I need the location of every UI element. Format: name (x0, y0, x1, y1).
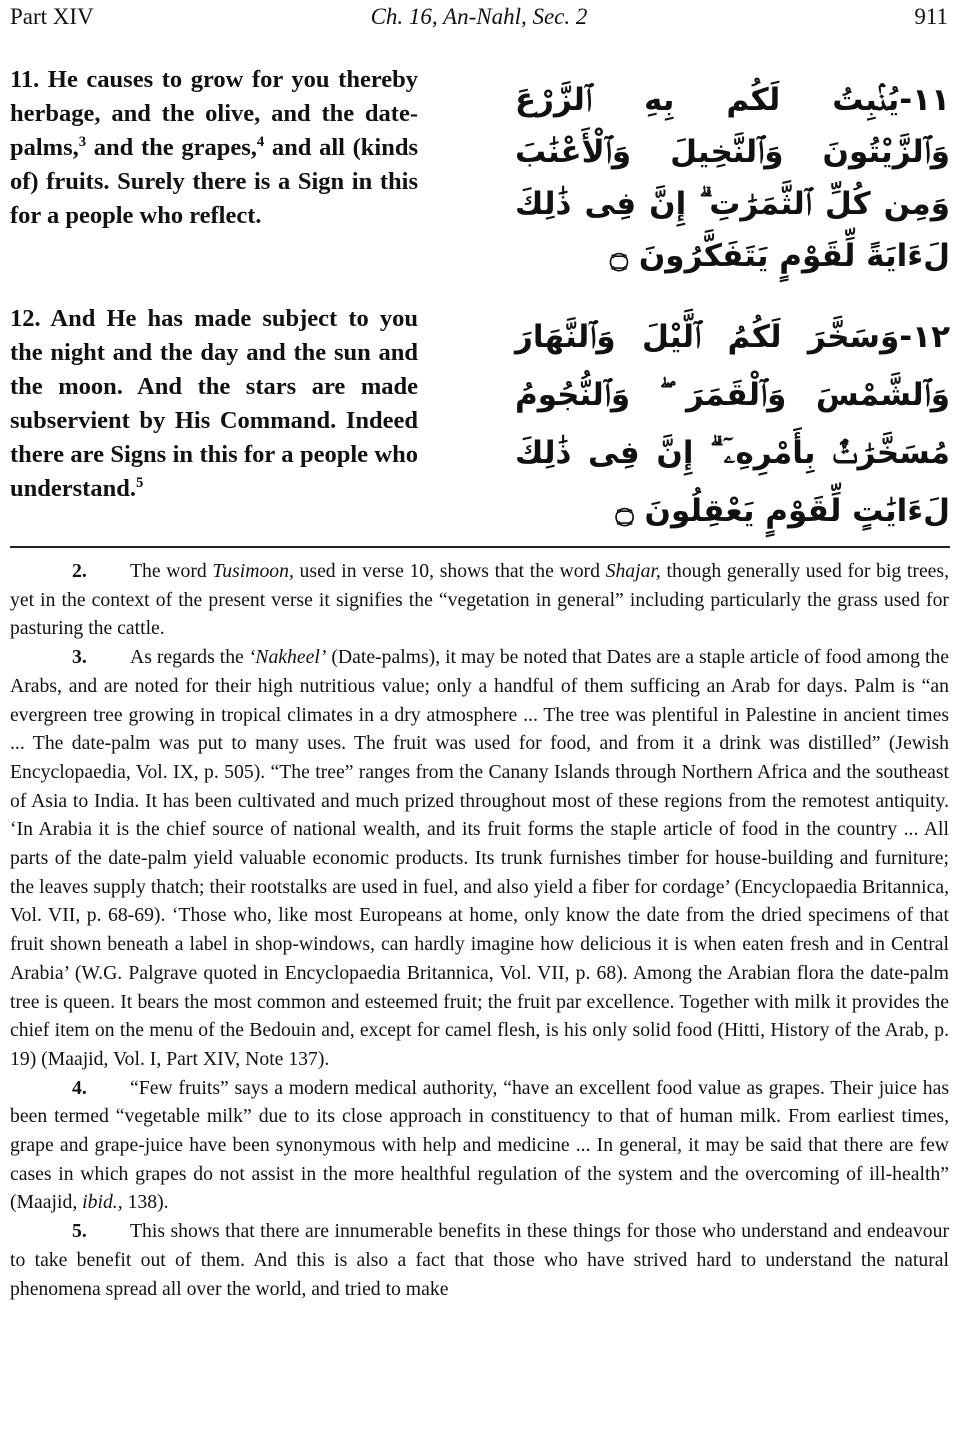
verse-text: and the grapes, (86, 134, 257, 161)
footnote-ref: 4 (256, 133, 265, 150)
footnote-number: 5. (72, 1220, 87, 1243)
part-label: Part XIV (10, 4, 94, 29)
footnote-text: As regards the (130, 646, 249, 669)
chapter-title: Ch. 16, An-Nahl, Sec. 2 (370, 4, 588, 29)
page-number: 911 (914, 4, 948, 29)
verse-text: and all (kinds of) fruits. Surely there is a Sign in this for a people who reflect. (10, 134, 418, 229)
verse-number: 11. (10, 66, 40, 93)
footnote-2 (10, 557, 949, 643)
footnote-text: “Few fruits” says a modern medical authority, “have an excellent food value as grapes. Their juice has been termed “vegetable milk” due to its close approach in constituency to that of human milk. From earliest times, grape and grape-juice have been synonymous with help and medicine ... In general, it may be said that there are few cases in which grapes do not assist in the more healthful regulation of the system and the overcoming of ill-health” (Maajid, (10, 1076, 949, 1214)
footnote-text: The word (130, 560, 213, 582)
verse-12-arabic: ١٢-وَسَخَّرَ لَكُمُ ٱلَّيْلَ وَٱلنَّهَارَ وَٱلشَّمْسَ وَٱلْقَمَرَ ۖ وَٱلنُّجُومُ مُسَخَّرَٰتٌۢ بِأَمْرِهِۦٓ ۗ إِنَّ فِى ذَٰلِكَ لَءَايَٰتٍ لِّقَوْمٍ يَعْقِلُونَ ۝ (515, 319, 950, 529)
footnote-number: 2. (72, 560, 87, 582)
footnote-text: (Date-palms), it may be noted that Dates are a staple article of food among the Arabs, and are noted for their high nutritious value; only a handful of them sufficing an Arab for days. Palm is “an evergreen tree growing in tropical climates in a dry atmosphere ... The tree was plentiful in Palestine in ancient times ... The date-palm was put to many uses. The fruit was used for food, and from it a drink was distilled” (Jewish Encyclopaedia, Vol. IX, p. 505). “The tree” ranges from the Canany Islands through Northern Africa and the southeast of Asia to India. It has been cultivated and much prized throughout most of these regions from the remotest antiquity. ‘In Arabia it is the chief source of national wealth, and its fruit forms the staple article of food in the country ... All parts of the date-palm yield valuable economic products. Its trunk furnishes timber for house-building and furniture; the leaves supply thatch; their rootstalks are used in fuel, and also yield a fiber for cordage’ (Encyclopaedia Britannica, Vol. VII, p. 68-69). ‘Those who, like most Europeans at home, only know the date from the dried specimens of that fruit shown beneath a label in shop-windows, can hardly imagine how delicious it is when eaten fresh and in Central Arabia’ (W.G. Palgrave quoted in Encyclopaedia Britannica, Vol. VII, p. 68). Among the Arabian flora the date-palm tree is queen. It bears the most common and esteemed fruit; the fruit par excellence. Together with milk it provides the chief item on the menu of the Bedouin and, except for camel flesh, is his only solid food (Hitti, History of the Arab, p. 19) (Maajid, Vol. I, Part XIV, Note 137). (10, 646, 950, 1070)
footnotes (10, 557, 949, 1303)
footnote-3 (10, 643, 949, 1074)
verse-11-arabic: ١١-يُنۢبِتُ لَكُم بِهِ ٱلزَّرْعَ وَٱلزَّيْتُونَ وَٱلنَّخِيلَ وَٱلْأَعْنَٰبَ وَمِن كُلِّ ٱلثَّمَرَٰتِ ۗ إِنَّ فِى ذَٰلِكَ لَءَايَةً لِّقَوْمٍ يَتَفَكَّرُونَ ۝ (515, 82, 950, 274)
footnote-ref: 5 (135, 474, 144, 491)
footnote-text: used in verse 10, shows that the word (293, 560, 606, 582)
footnote-italic: ‘Nakheel’ (248, 646, 327, 669)
footnote-text: 138). (122, 1191, 169, 1214)
footnote-italic: Tusimoon, (212, 560, 294, 582)
verse-12-translation (10, 302, 418, 506)
footnote-divider (10, 546, 950, 548)
verse-text: And He has made subject to you the night and the day and the sun and the moon. And the stars are made subservient by His Command. Indeed there are Signs in this for a people who understand. (10, 305, 418, 502)
footnote-italic: Shajar, (605, 560, 661, 582)
footnote-number: 4. (72, 1076, 87, 1099)
page-header (10, 4, 948, 34)
footnote-text: though generally used for big trees, yet in the context of the present verse it signifies the “vegetation in general” including particularly the grass used for pasturing the cattle. (10, 560, 950, 640)
footnote-italic: ibid., (82, 1191, 123, 1214)
verse-number: 12. (10, 305, 41, 332)
footnote-5 (10, 1217, 949, 1303)
verse-11-translation (10, 63, 418, 233)
footnote-number: 3. (72, 646, 87, 669)
footnote-ref: 3 (78, 133, 87, 150)
verse-text: He causes to grow for you thereby herbage, and the olive, and the date-palms, (10, 66, 418, 161)
footnote-text: This shows that there are innumerable benefits in these things for those who understand and endeavour to take benefit out of them. And this is also a fact that those who have strived hard to understand the natural phenomena spread all over the world, and tried to make (10, 1220, 949, 1300)
footnote-4 (10, 1074, 949, 1218)
